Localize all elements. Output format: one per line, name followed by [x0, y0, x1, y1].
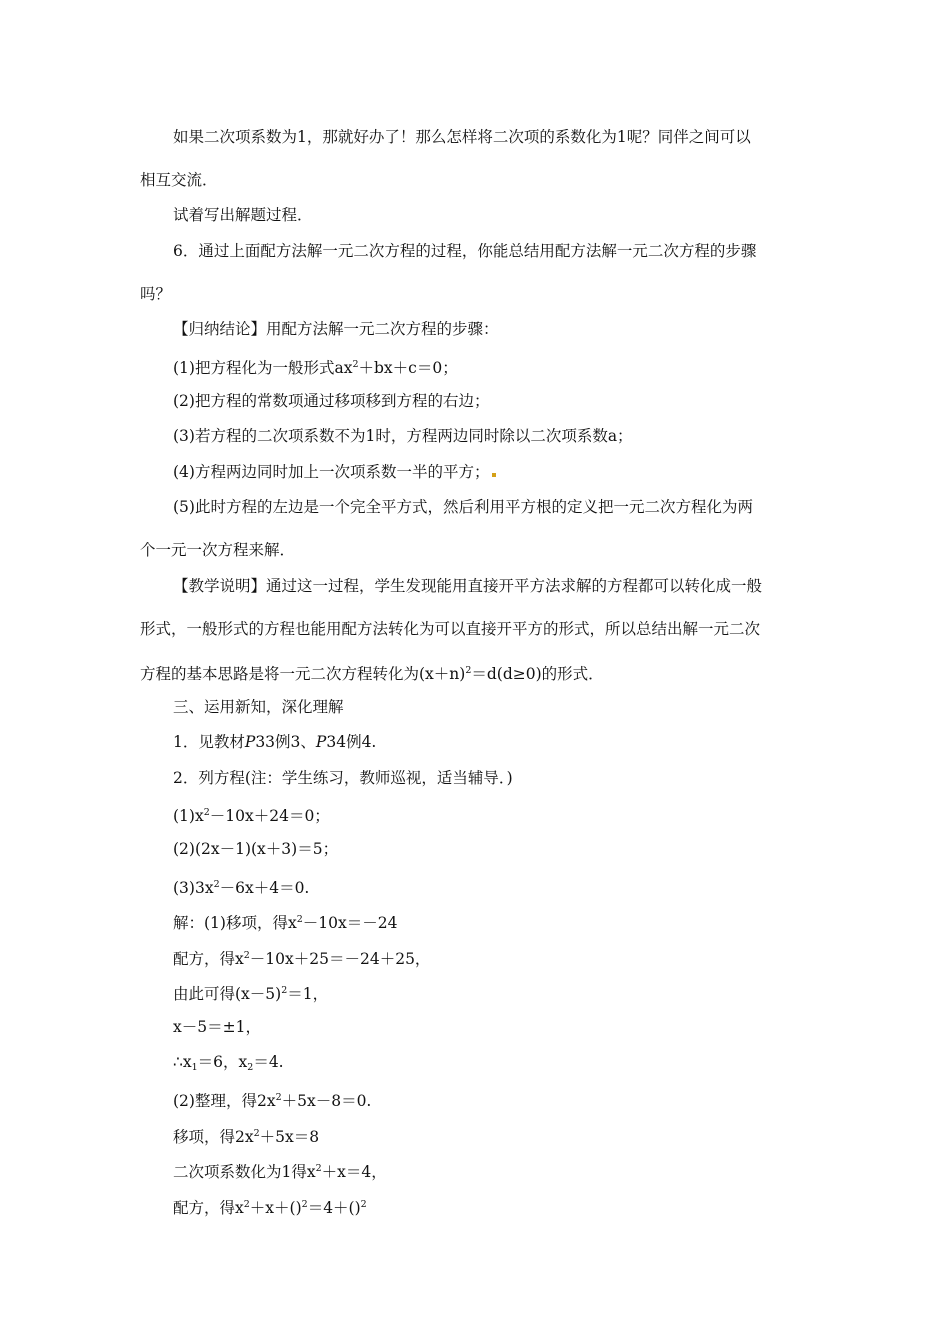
- section-heading-3: 三、运用新知，深化理解: [173, 698, 344, 716]
- paragraph-line: 形式，一般形式的方程也能用配方法转化为可以直接开平方的形式，所以总结出解一元二次: [140, 620, 761, 638]
- solution-line: 移项，得$2x^2+5x=8$: [173, 1128, 320, 1146]
- solution-line: 二次项系数化为1得$x^2+x=4$，: [173, 1163, 387, 1181]
- item-2: 2．列方程(注：学生练习，教师巡视，适当辅导．): [173, 769, 513, 787]
- teaching-note: 【教学说明】通过这一过程，学生发现能用直接开平方法求解的方程都可以转化成一般: [173, 577, 763, 595]
- paragraph-line: 6．通过上面配方法解一元二次方程的过程，你能总结用配方法解一元二次方程的步骤: [173, 242, 757, 260]
- mark-dot: [492, 473, 496, 477]
- solution-line: 解：(1)移项，得$x^2-10x=-24$: [173, 914, 398, 932]
- step-1: (1)把方程化为一般形式$ax^2+bx+c=0$；: [173, 359, 458, 377]
- equation-3: $(3)3x^2-6x+4=0$.: [173, 879, 310, 897]
- solution-line: 由此可得$(x-5)^2=1$，: [173, 985, 329, 1003]
- equation-2: (2)(2x－1)(x＋3)＝5；: [173, 840, 339, 858]
- section-heading-summary: 【归纳结论】用配方法解一元二次方程的步骤：: [173, 320, 499, 338]
- paragraph-line: 个一元一次方程来解．: [140, 541, 296, 559]
- step-4: (4)方程两边同时加上一次项系数一半的平方；: [173, 462, 496, 482]
- paragraph-line: 相互交流．: [140, 171, 218, 189]
- paragraph-line: 如果二次项系数为1，那就好办了！那么怎样将二次项的系数化为1呢？同伴之间可以: [173, 128, 751, 146]
- solution-line: 配方，得$x^2-10x+25=-24+25$，: [173, 950, 431, 968]
- item-1: 1．见教材P33例3、P34例4.: [173, 733, 377, 751]
- solution-line: x－5＝±1，: [173, 1018, 261, 1036]
- step-2: (2)把方程的常数项通过移项移到方程的右边；: [173, 392, 490, 410]
- solution-line: $\therefore x_1=6$，$x_2=4$.: [173, 1053, 284, 1073]
- paragraph-line: 吗？: [140, 285, 172, 303]
- solution-line: 配方，得$x^2+x+()^2=4+()^2$: [173, 1199, 367, 1217]
- paragraph-line: 方程的基本思路是将一元二次方程转化为$(x+n)^2=d(d\ge 0)$的形式．: [140, 665, 604, 683]
- solution-line: (2)整理，得$2x^2+5x-8=0$.: [173, 1092, 372, 1110]
- paragraph-line: 试着写出解题过程．: [173, 206, 313, 224]
- step-5: (5)此时方程的左边是一个完全平方式，然后利用平方根的定义把一元二次方程化为两: [173, 498, 753, 516]
- step-3: (3)若方程的二次项系数不为1时，方程两边同时除以二次项系数a；: [173, 427, 633, 445]
- equation-1: $(1)x^2-10x+24=0$；: [173, 807, 330, 825]
